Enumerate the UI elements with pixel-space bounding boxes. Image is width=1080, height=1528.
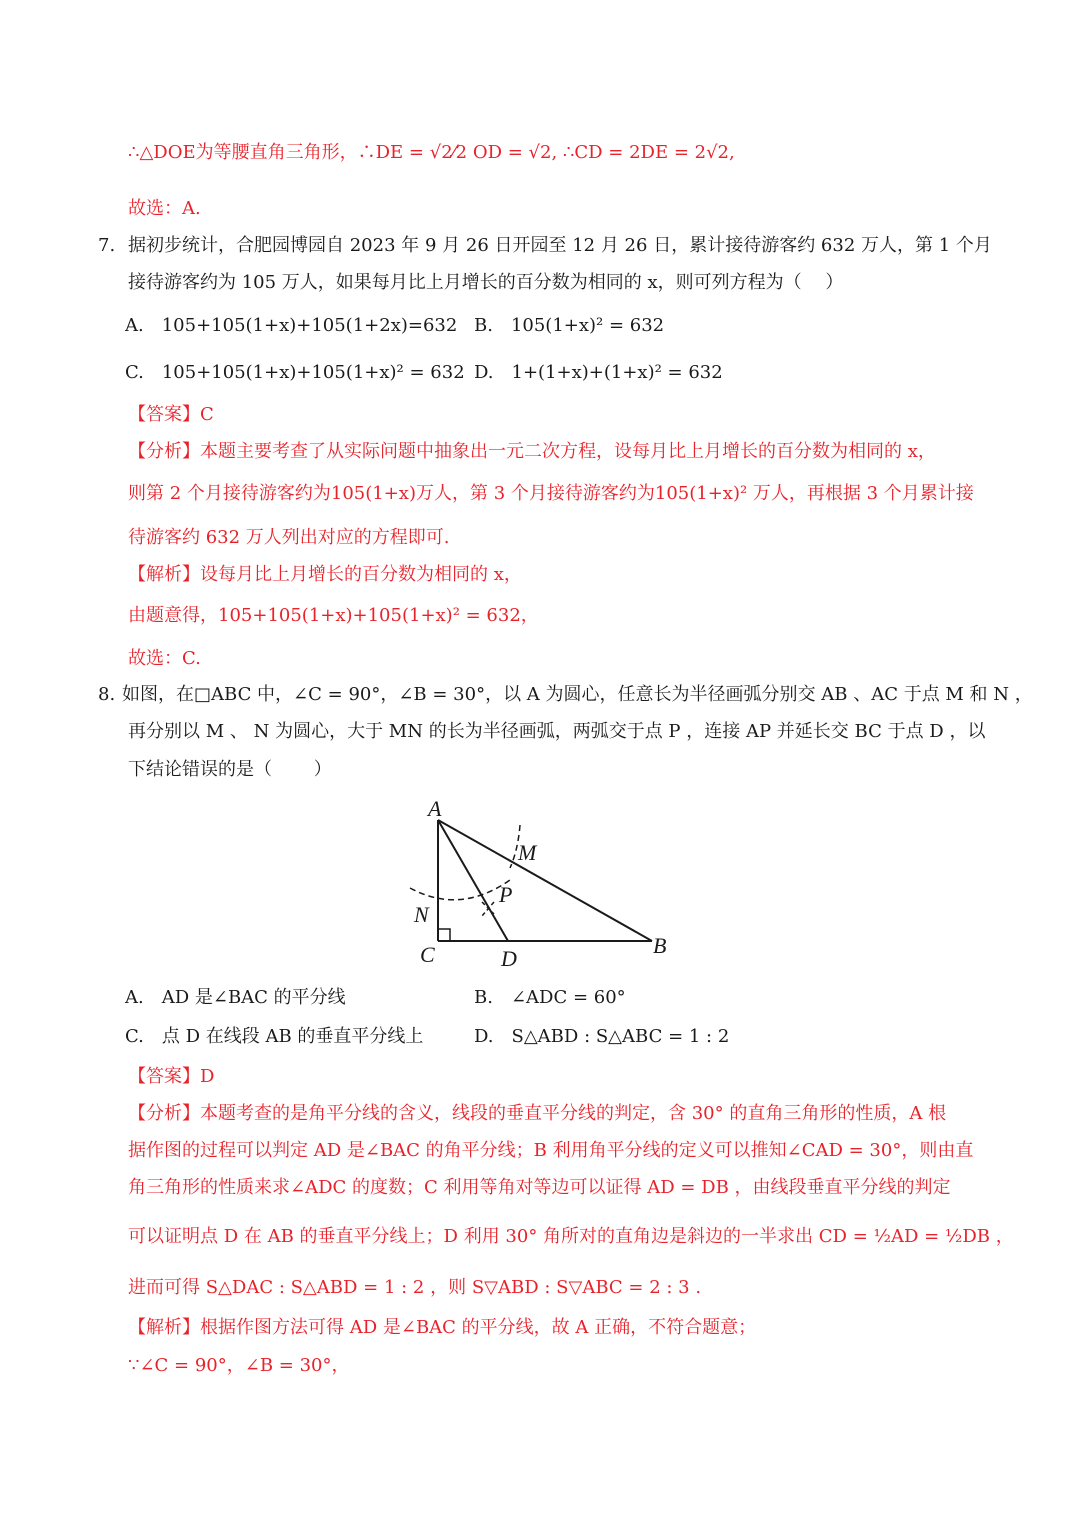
q8-analysis-line4: 可以证明点 D 在 AB 的垂直平分线上；D 利用 30° 角所对的直角边是斜边的一半求出 CD = ½AD = ½DB ， [128, 1226, 1014, 1247]
right-angle-mark [438, 929, 450, 941]
q8-analysis-line2: 据作图的过程可以判定 AD 是∠BAC 的角平分线；B 利用角平分线的定义可以推知∠CAD = 30°，则由直 [128, 1140, 974, 1161]
triangle-figure [400, 790, 690, 980]
label-c: C [420, 942, 435, 967]
q7-analysis-line2: 则第 2 个月接待游客约为105(1+x)万人，第 3 个月接待游客约为105(1+x)² 万人，再根据 3 个月累计接 [128, 483, 974, 504]
q8-analysis-line5: 进而可得 S△DAC : S△ABD = 1 : 2 ，则 S▽ABD : S▽ABC = 2 : 3 . [128, 1277, 702, 1298]
q8-answer: 【答案】D [128, 1066, 215, 1087]
q8-stem-line3: 下结论错误的是（ ） [128, 759, 332, 780]
q7-stem-line1: 据初步统计，合肥园博园自 2023 年 9 月 26 日开园至 12 月 26 日，累计接待游客约 632 万人，第 1 个月 [128, 235, 992, 256]
q7-option-b: B. 105(1+x)² = 632 [474, 315, 665, 336]
choice-line: 故选：A. [128, 198, 201, 219]
q8-stem-line1: 如图，在□ABC 中，∠C = 90°，∠B = 30°，以 A 为圆心，任意长为半径画弧分别交 AB 、AC 于点 M 和 N ， [122, 684, 1033, 705]
label-n: N [414, 902, 429, 927]
q8-analysis-line3: 角三角形的性质来求∠ADC 的度数；C 利用等角对等边可以证得 AD = DB ，由线段垂直平分线的判定 [128, 1177, 951, 1198]
q7-option-c: C. 105+105(1+x)+105(1+x)² = 632 [125, 362, 465, 383]
q8-option-a: A. AD 是∠BAC 的平分线 [125, 987, 346, 1008]
q7-option-d: D. 1+(1+x)+(1+x)² = 632 [474, 362, 723, 383]
q8-option-b: B. ∠ADC = 60° [474, 987, 626, 1008]
question-number-7: 7. [98, 235, 116, 256]
q8-analysis-line1: 【分析】本题考查的是角平分线的含义，线段的垂直平分线的判定，含 30° 的直角三角形的性质，A 根 [128, 1103, 947, 1124]
q8-solution-line1: 【解析】根据作图方法可得 AD 是∠BAC 的平分线，故 A 正确，不符合题意； [128, 1317, 757, 1338]
q7-option-a: A. 105+105(1+x)+105(1+2x)=632 [125, 315, 458, 336]
label-p: P [499, 882, 513, 907]
label-d: D [501, 946, 517, 971]
q7-stem-line2: 接待游客约为 105 万人，如果每月比上月增长的百分数为相同的 x，则可列方程为（ ） [128, 272, 844, 293]
bisector-ad [438, 820, 508, 941]
side-ab [438, 820, 652, 941]
q7-choice: 故选：C. [128, 648, 201, 669]
label-b: B [653, 933, 667, 958]
q7-solution-line1: 【解析】设每月比上月增长的百分数为相同的 x， [128, 564, 522, 585]
q8-option-c: C. 点 D 在线段 AB 的垂直平分线上 [125, 1026, 424, 1047]
arc-center-a [410, 880, 510, 900]
q7-analysis-line1: 【分析】本题主要考查了从实际问题中抽象出一元二次方程，设每月比上月增长的百分数为相同的 x， [128, 441, 936, 462]
q7-analysis-line3: 待游客约 632 万人列出对应的方程即可. [128, 527, 450, 548]
q8-stem-line2: 再分别以 M 、 N 为圆心，大于 MN 的长为半径画弧，两弧交于点 P ，连接 AP 并延长交 BC 于点 D ，以 [128, 721, 986, 742]
question-number-8: 8. [98, 684, 116, 705]
label-m: M [518, 840, 537, 865]
label-a: A [428, 796, 442, 821]
conclusion-line: ∴△DOE为等腰直角三角形，∴DE = √2⁄2 OD = √2, ∴CD = 2DE = 2√2, [128, 142, 735, 163]
q8-option-d: D. S△ABD : S△ABC = 1 : 2 [474, 1026, 730, 1047]
q7-answer: 【答案】C [128, 404, 214, 425]
q8-solution-line2: ∵∠C = 90°，∠B = 30°， [128, 1355, 350, 1376]
q7-solution-line2: 由题意得，105+105(1+x)+105(1+x)² = 632， [128, 605, 539, 626]
